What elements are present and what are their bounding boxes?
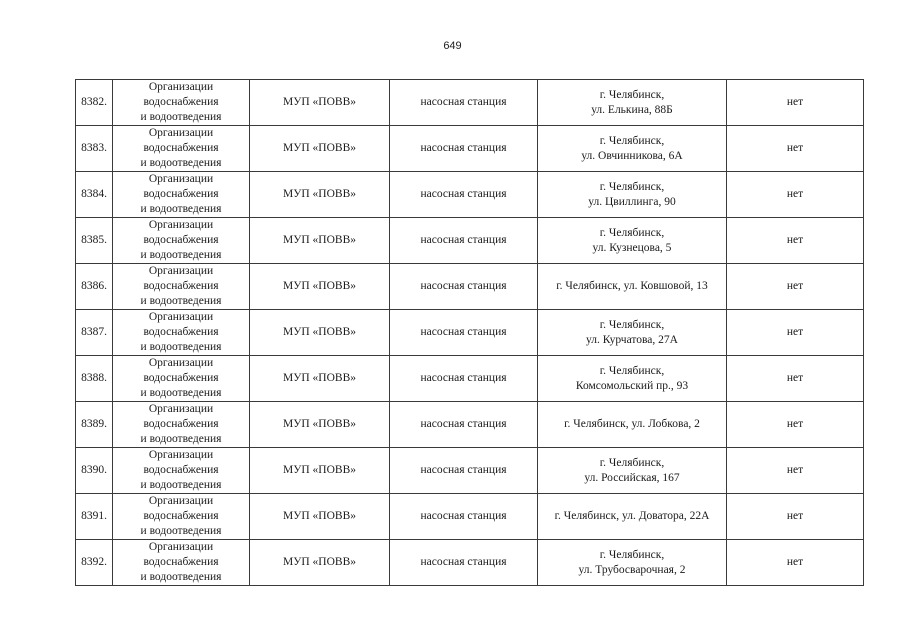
address-cell — [538, 494, 727, 540]
object-type-cell: насосная станция — [390, 264, 538, 310]
organization-type-line: Организации — [148, 219, 214, 231]
address-cell — [538, 448, 727, 494]
organization-type-cell — [113, 494, 250, 540]
address-line: г. Челябинск, — [599, 456, 665, 469]
object-type-cell: насосная станция — [390, 126, 538, 172]
table-row — [76, 402, 864, 448]
address-line: г. Челябинск, — [599, 548, 665, 561]
owner-cell: МУП «ПОВВ» — [250, 494, 390, 540]
organization-type-line: Организации — [148, 81, 214, 93]
address-line: г. Челябинск, — [599, 180, 665, 193]
object-type-cell: насосная станция — [390, 448, 538, 494]
organization-type-line: водоснабжения — [143, 188, 219, 200]
organization-type-line: Организации — [148, 403, 214, 415]
object-type-cell: насосная станция — [390, 356, 538, 402]
flag-cell: нет — [727, 356, 864, 402]
organization-type-line: водоснабжения — [143, 326, 219, 338]
address-cell — [538, 402, 727, 448]
row-number-cell: 8383. — [76, 126, 113, 172]
organization-type-line: и водоотведения — [140, 387, 222, 399]
object-type-cell: насосная станция — [390, 402, 538, 448]
organization-type-line: и водоотведения — [140, 525, 222, 537]
address-cell — [538, 80, 727, 126]
flag-cell: нет — [727, 80, 864, 126]
address-line: ул. Елькина, 88Б — [591, 103, 673, 116]
table-row — [76, 80, 864, 126]
flag-cell: нет — [727, 402, 864, 448]
address-cell — [538, 172, 727, 218]
address-cell — [538, 356, 727, 402]
flag-cell: нет — [727, 172, 864, 218]
organization-type-cell — [113, 448, 250, 494]
flag-cell: нет — [727, 448, 864, 494]
organization-type-line: водоснабжения — [143, 142, 219, 154]
row-number-cell: 8387. — [76, 310, 113, 356]
page-number: 649 — [443, 40, 462, 52]
organization-type-line: и водоотведения — [140, 295, 222, 307]
address-line: ул. Российская, 167 — [584, 471, 680, 484]
table-row — [76, 356, 864, 402]
organization-type-cell — [113, 540, 250, 586]
object-type-cell: насосная станция — [390, 172, 538, 218]
registry-table-body — [76, 80, 864, 586]
organization-type-line: и водоотведения — [140, 157, 222, 169]
address-line: Комсомольский пр., 93 — [575, 379, 689, 392]
row-number-cell: 8386. — [76, 264, 113, 310]
address-cell — [538, 264, 727, 310]
address-line: г. Челябинск, — [599, 364, 665, 377]
flag-cell: нет — [727, 126, 864, 172]
organization-type-line: водоснабжения — [143, 280, 219, 292]
row-number-cell: 8392. — [76, 540, 113, 586]
organization-type-cell — [113, 402, 250, 448]
organization-type-line: водоснабжения — [143, 556, 219, 568]
table-row — [76, 264, 864, 310]
address-cell — [538, 126, 727, 172]
organization-type-cell — [113, 218, 250, 264]
organization-type-line: водоснабжения — [143, 464, 219, 476]
address-line: ул. Курчатова, 27А — [586, 333, 678, 346]
organization-type-line: и водоотведения — [140, 249, 222, 261]
flag-cell: нет — [727, 494, 864, 540]
organization-type-line: водоснабжения — [143, 234, 219, 246]
organization-type-line: и водоотведения — [140, 479, 222, 491]
table-row — [76, 540, 864, 586]
organization-type-line: водоснабжения — [143, 96, 219, 108]
object-type-cell: насосная станция — [390, 80, 538, 126]
flag-cell: нет — [727, 540, 864, 586]
address-line: г. Челябинск, ул. Доватора, 22А — [554, 510, 710, 522]
flag-cell: нет — [727, 310, 864, 356]
address-line: г. Челябинск, — [599, 88, 665, 101]
address-cell — [538, 540, 727, 586]
organization-type-line: водоснабжения — [143, 372, 219, 384]
organization-type-line: водоснабжения — [143, 418, 219, 430]
owner-cell: МУП «ПОВВ» — [250, 264, 390, 310]
organization-type-line: и водоотведения — [140, 111, 222, 123]
flag-cell: нет — [727, 264, 864, 310]
owner-cell: МУП «ПОВВ» — [250, 80, 390, 126]
table-row — [76, 126, 864, 172]
address-line: г. Челябинск, ул. Ковшовой, 13 — [556, 280, 708, 292]
row-number-cell: 8389. — [76, 402, 113, 448]
owner-cell: МУП «ПОВВ» — [250, 402, 390, 448]
organization-type-line: и водоотведения — [140, 571, 222, 583]
table-row — [76, 448, 864, 494]
row-number-cell: 8385. — [76, 218, 113, 264]
owner-cell: МУП «ПОВВ» — [250, 310, 390, 356]
address-cell — [538, 310, 727, 356]
address-line: ул. Трубосварочная, 2 — [578, 563, 686, 576]
organization-type-line: Организации — [148, 127, 214, 139]
object-type-cell: насосная станция — [390, 310, 538, 356]
organization-type-line: Организации — [148, 449, 214, 461]
address-line: ул. Кузнецова, 5 — [592, 241, 672, 254]
address-line: ул. Цвиллинга, 90 — [588, 195, 676, 208]
organization-type-cell — [113, 80, 250, 126]
organization-type-cell — [113, 126, 250, 172]
organization-type-line: Организации — [148, 265, 214, 277]
table-row — [76, 310, 864, 356]
organization-type-line: Организации — [148, 495, 214, 507]
organization-type-cell — [113, 356, 250, 402]
flag-cell: нет — [727, 218, 864, 264]
address-cell — [538, 218, 727, 264]
address-line: г. Челябинск, — [599, 318, 665, 331]
object-type-cell: насосная станция — [390, 494, 538, 540]
row-number-cell: 8382. — [76, 80, 113, 126]
organization-type-line: и водоотведения — [140, 341, 222, 353]
owner-cell: МУП «ПОВВ» — [250, 540, 390, 586]
owner-cell: МУП «ПОВВ» — [250, 218, 390, 264]
object-type-cell: насосная станция — [390, 218, 538, 264]
organization-type-line: и водоотведения — [140, 203, 222, 215]
table-row — [76, 218, 864, 264]
table-row — [76, 172, 864, 218]
organization-type-line: Организации — [148, 311, 214, 323]
registry-table — [75, 79, 864, 586]
organization-type-cell — [113, 310, 250, 356]
row-number-cell: 8390. — [76, 448, 113, 494]
owner-cell: МУП «ПОВВ» — [250, 172, 390, 218]
organization-type-line: и водоотведения — [140, 433, 222, 445]
organization-type-line: Организации — [148, 357, 214, 369]
row-number-cell: 8388. — [76, 356, 113, 402]
table-row — [76, 494, 864, 540]
organization-type-line: Организации — [148, 173, 214, 185]
owner-cell: МУП «ПОВВ» — [250, 448, 390, 494]
address-line: ул. Овчинникова, 6А — [581, 149, 683, 162]
organization-type-line: водоснабжения — [143, 510, 219, 522]
row-number-cell: 8391. — [76, 494, 113, 540]
object-type-cell: насосная станция — [390, 540, 538, 586]
owner-cell: МУП «ПОВВ» — [250, 356, 390, 402]
organization-type-line: Организации — [148, 541, 214, 553]
address-line: г. Челябинск, — [599, 226, 665, 239]
address-line: г. Челябинск, ул. Лобкова, 2 — [564, 418, 700, 430]
owner-cell: МУП «ПОВВ» — [250, 126, 390, 172]
address-line: г. Челябинск, — [599, 134, 665, 147]
organization-type-cell — [113, 264, 250, 310]
row-number-cell: 8384. — [76, 172, 113, 218]
organization-type-cell — [113, 172, 250, 218]
